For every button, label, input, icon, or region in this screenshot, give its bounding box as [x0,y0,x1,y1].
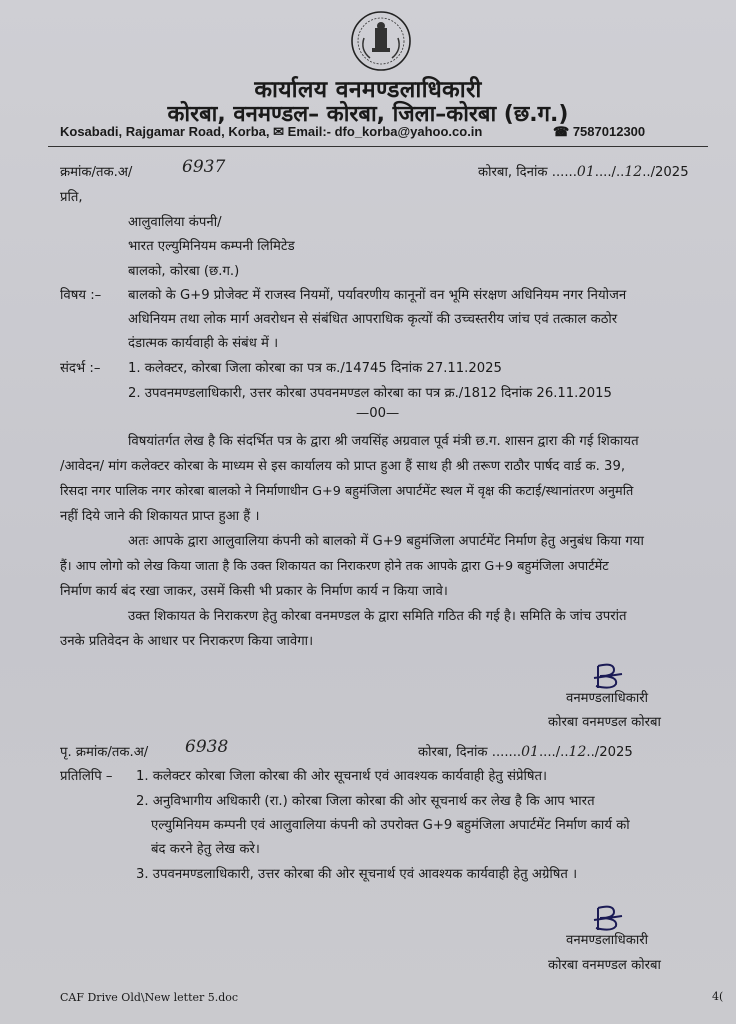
reference-label: संदर्भ :– [60,361,101,376]
body-line: उक्त शिकायत के निराकरण हेतु कोरबा वनमण्डल के द्वारा समिति गठित की गई है। समिति के जांच उपरांत [128,609,627,624]
subject-label: विषय :– [60,288,102,303]
body-line: रिसदा नगर पालिक नगर कोरबा बालको ने निर्माणाधीन G+9 बहुमंजिला अपार्टमेंट स्थल में वृक्ष की कटाई/स्थानांतरण अनुमति [60,484,634,499]
endorse-month: 12 [568,744,587,760]
endorse-number: 6938 [185,737,229,757]
phone-icon: ☎ [553,124,570,139]
body-line: उनके प्रतिवेदन के आधार पर निराकरण किया जावेगा। [60,634,314,649]
copy-item: एल्युमिनियम कम्पनी एवं आलुवालिया कंपनी को उपरोक्त G+9 बहुमंजिला अपार्टमेंट निर्माण कार्य को [151,818,630,833]
reference-item: 1. कलेक्टर, कोरबा जिला कोरबा का पत्र क./14745 दिनांक 27.11.2025 [128,361,502,376]
body-line: निर्माण कार्य बंद रखा जाकर, उसमें किसी भी प्रकार के निर्माण कार्य न किया जावे। [60,584,448,599]
copy-item: 1. कलेक्टर कोरबा जिला कोरबा की ओर सूचनार्थ एवं आवश्यक कार्यवाही हेतु संप्रेषित। [136,769,548,784]
reference-separator: —00— [356,406,400,421]
to-line: आलुवालिया कंपनी/ [128,215,222,230]
footer-file-path: CAF Drive Old\New letter 5.doc [60,991,239,1004]
body-line: /आवेदन/ मांग कलेक्टर कोरबा के माध्यम से इस कार्यालय को प्राप्त हुआ हैं साथ ही श्री तरूण राठौर पार्षद वार्ड क. 39, [60,459,626,474]
phone-text: 7587012300 [572,124,646,139]
body-line: विषयांतर्गत लेख है कि संदर्भित पत्र के द्वारा श्री जयसिंह अग्रवाल पूर्व मंत्री छ.ग. शासन द्वारा की गई शिकायत [128,434,639,449]
signature1-title: वनमण्डलाधिकारी [566,691,649,706]
copy-item: 2. अनुविभागीय अधिकारी (रा.) कोरबा जिला कोरबा की ओर सूचनार्थ कर लेख है कि आप भारत [136,794,595,809]
state-emblem-icon [350,10,412,72]
signature2-title: वनमण्डलाधिकारी [566,933,649,948]
body-line: नहीं दिये जाने की शिकायत प्राप्त हुआ हैं । [60,509,260,524]
ref-date: कोरबा, दिनांक ......01..../..12../2025 [478,164,689,180]
letterhead-location: कोरबा, वनमण्डल– कोरबा, जिला–कोरबा (छ.ग.) [167,102,569,127]
footer-page-number: 4( [712,990,724,1003]
phone-line [553,124,645,140]
body-line: अतः आपके द्वारा आलुवालिया कंपनी को बालको में G+9 बहुमंजिला अपार्टमेंट निर्माण हेतु अनुबंध किया गया [128,534,644,549]
endorse-date: कोरबा, दिनांक .......01..../..12../2025 [418,744,633,760]
endorse-place-date-label: कोरबा, दिनांक [418,745,488,760]
letterhead-contact [60,124,646,140]
to-line: बालको, कोरबा (छ.ग.) [128,264,240,279]
ref-place-date-label: कोरबा, दिनांक [478,165,548,180]
endorse-year: /2025 [594,745,633,760]
address-text: Kosabadi, Rajgamar Road, Korba, [60,124,270,139]
email-icon: ✉ [273,124,285,139]
email-text: Email:- dfo_korba@yahoo.co.in [287,124,483,139]
letterhead-divider [48,146,708,147]
copy-item: बंद करने हेतु लेख करे। [151,842,260,857]
body-line: हैं। आप लोगो को लेख किया जाता है कि उक्त शिकायत का निराकरण होने तक आपके द्वारा G+9 बहुमंजिला अपार्टमेंट [60,559,609,574]
copy-item: 3. उपवनमण्डलाधिकारी, उत्तर कोरबा की ओर सूचनार्थ एवं आवश्यक कार्यवाही हेतु अग्रेषित । [136,867,578,882]
ref-number: 6937 [182,157,226,177]
to-label: प्रति, [60,190,83,205]
to-line: भारत एल्युमिनियम कम्पनी लिमिटेड [128,239,295,254]
ref-year: /2025 [650,165,689,180]
copy-label: प्रतिलिपि – [60,769,113,784]
endorse-day: 01 [521,744,539,760]
ref-month: 12 [624,164,643,180]
subject-line: अधिनियम तथा लोक मार्ग अवरोधन से संबंधित आपराधिक कृत्यों की उच्चस्तरीय जांच एवं तत्काल कठोर [128,312,618,327]
reference-item: 2. उपवनमण्डलाधिकारी, उत्तर कोरबा उपवनमण्डल कोरबा का पत्र क्र./1812 दिनांक 26.11.2015 [128,386,612,401]
signature1-division: कोरबा वनमण्डल कोरबा [548,715,661,730]
endorse-label: पृ. क्रमांक/तक.अ/ [60,745,149,760]
ref-day: 01 [576,164,595,180]
signature2-division: कोरबा वनमण्डल कोरबा [548,958,661,973]
subject-line: दंडात्मक कार्यवाही के संबंध में । [128,336,279,351]
subject-line: बालको के G+9 प्रोजेक्ट में राजस्व नियमों, पर्यावरणीय कानूनों वन भूमि संरक्षण अधिनियम नगर नियोजन [128,288,627,303]
ref-label: क्रमांक/तक.अ/ [60,165,133,180]
letterhead-office: कार्यालय वनमण्डलाधिकारी [254,77,482,103]
